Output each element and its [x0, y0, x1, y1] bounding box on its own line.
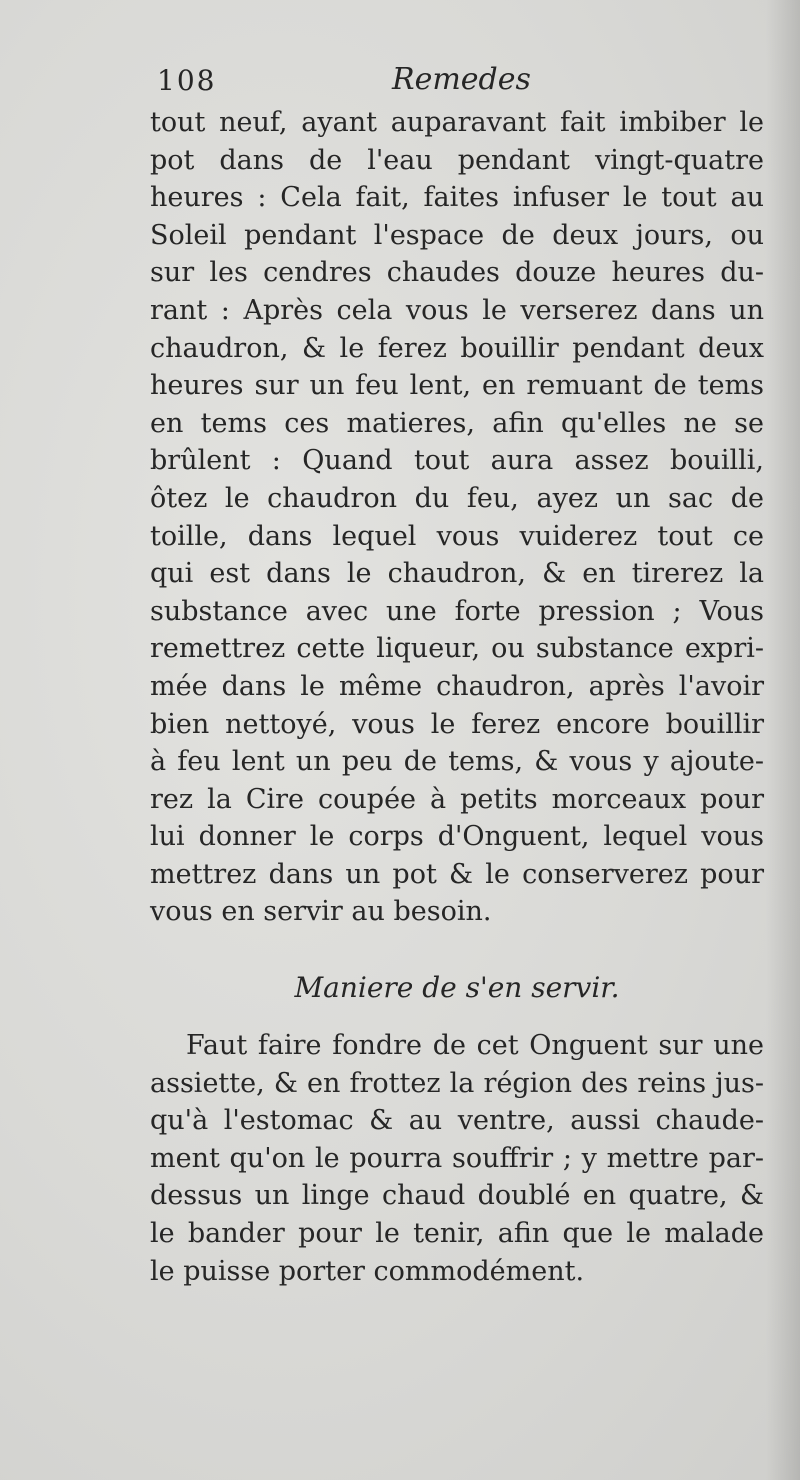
- text-line: lui donner le corps d'Onguent, lequel vous: [150, 821, 764, 853]
- text-line: ment qu'on le pourra souffrir ; y mettre par-: [150, 1142, 764, 1174]
- text-line: vous en servir au besoin.: [150, 896, 492, 928]
- text-line: à feu lent un peu de tems, & vous y ajoute-: [150, 746, 764, 778]
- text-line: qu'à l'estomac & au ventre, aussi chaude-: [150, 1105, 764, 1137]
- text-line: ôtez le chaudron du feu, ayez un sac de: [150, 482, 764, 514]
- text-line: toille, dans lequel vous vuiderez tout ce: [150, 520, 764, 552]
- text-line: le puisse porter commodément.: [150, 1255, 585, 1287]
- text-line: mettrez dans un pot & le conserverez pour: [150, 858, 764, 890]
- text-line: Soleil pendant l'espace de deux jours, ou: [150, 219, 764, 251]
- text-line: tout neuf, ayant auparavant fait imbiber le: [150, 107, 764, 138]
- text-line: rez la Cire coupée à petits morceaux pour: [150, 783, 764, 815]
- page-header: [157, 62, 757, 106]
- section-subheading: Maniere de s'en servir.: [294, 971, 620, 1004]
- text-line: Faut faire fondre de cet Onguent sur une: [186, 1030, 764, 1061]
- text-line: le bander pour le tenir, afin que le malade: [150, 1217, 764, 1249]
- text-line: rant : Après cela vous le verserez dans un: [150, 294, 764, 326]
- running-title: Remedes: [392, 62, 531, 97]
- text-line: brûlent : Quand tout aura assez bouilli,: [150, 445, 764, 477]
- text-line: sur les cendres chaudes douze heures du-: [150, 257, 764, 289]
- text-line: dessus un linge chaud doublé en quatre, &: [150, 1180, 764, 1212]
- page-gutter-shadow: [766, 0, 800, 1480]
- paragraph-2: [150, 1027, 764, 1290]
- text-line: assiette, & en frottez la région des reins jus-: [150, 1067, 764, 1099]
- text-line: bien nettoyé, vous le ferez encore bouillir: [150, 708, 764, 740]
- paragraph-1: [150, 104, 764, 931]
- text-line: substance avec une forte pression ; Vous: [150, 595, 764, 627]
- text-line: remettrez cette liqueur, ou substance expri-: [150, 633, 764, 665]
- text-line: heures : Cela fait, faites infuser le tout au: [150, 182, 764, 214]
- text-line: pot dans de l'eau pendant vingt-quatre: [150, 144, 764, 176]
- text-line: qui est dans le chaudron, & en tirerez la: [150, 558, 764, 590]
- text-line: en tems ces matieres, afin qu'elles ne se: [150, 407, 764, 439]
- text-line: heures sur un feu lent, en remuant de tems: [150, 370, 764, 402]
- page-number: 108: [157, 64, 217, 97]
- text-line: chaudron, & le ferez bouillir pendant deux: [150, 332, 764, 364]
- text-line: mée dans le même chaudron, après l'avoir: [150, 670, 764, 702]
